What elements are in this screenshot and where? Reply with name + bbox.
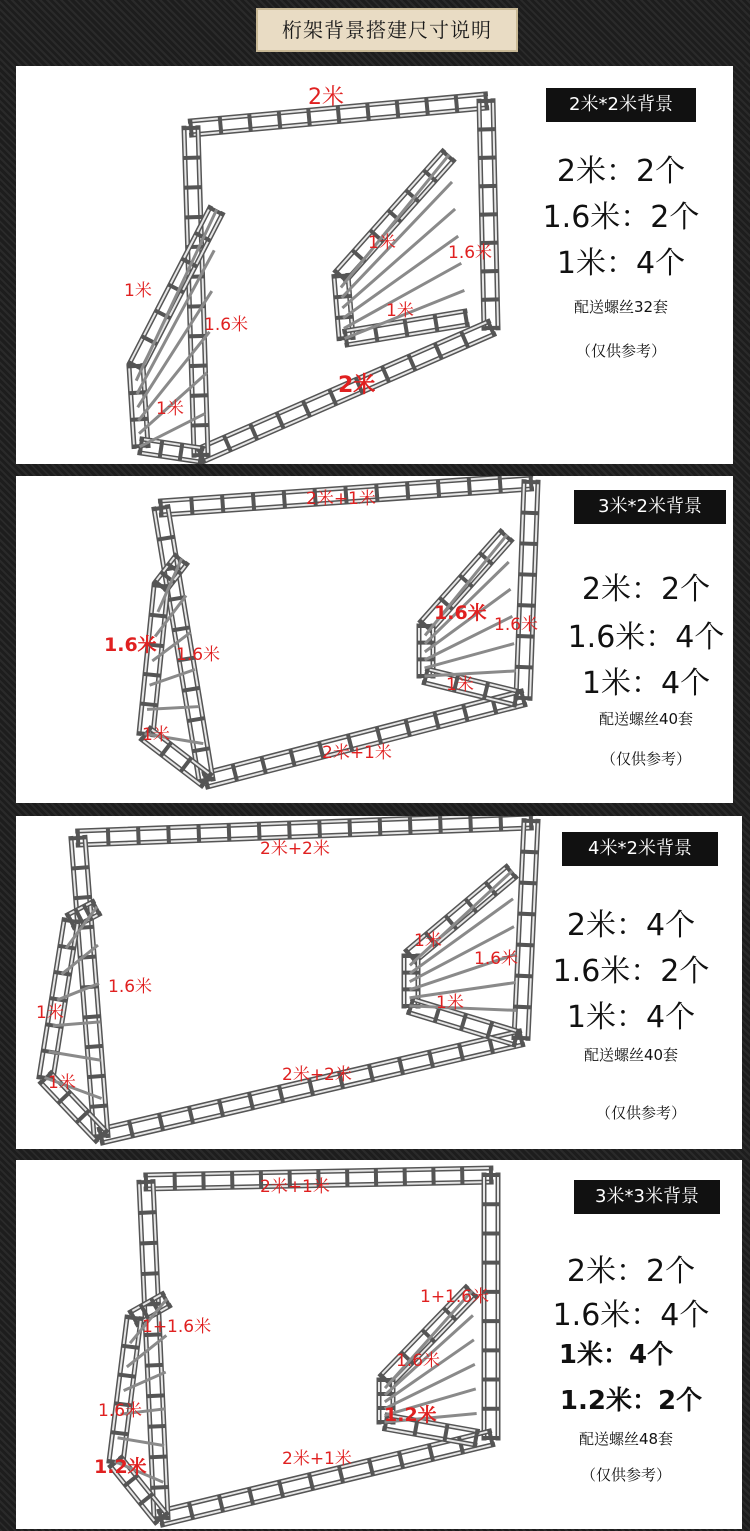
spec-line: 1米：4个 — [558, 1340, 674, 1370]
screws-note: 配送螺丝40套 — [583, 1046, 679, 1064]
frame-right-rung — [521, 883, 535, 884]
spec-line: 1.6米：2个 — [542, 200, 700, 235]
spec-line: 1.6米：2个 — [552, 954, 710, 989]
left-wing-slope-rail-highlight — [139, 585, 154, 733]
right-wing-base-rung — [375, 326, 377, 340]
frame-top-rung — [438, 482, 439, 496]
left-wing-slope-rung — [154, 585, 168, 586]
reference-note: （仅供参考） — [600, 750, 691, 768]
frame-left-rail-highlight — [198, 128, 208, 455]
spec-line: 2米：2个 — [566, 1254, 696, 1289]
frame-bottom-rung — [435, 714, 439, 728]
right-wing-base-rung — [484, 684, 487, 698]
spec-line: 1米：4个 — [581, 666, 711, 701]
frame-bottom-rung — [435, 345, 441, 358]
label-left-post: 1.6米 — [176, 645, 221, 665]
frame-bottom-rung — [277, 414, 283, 427]
frame-bottom-rung — [369, 1066, 372, 1080]
frame-bottom-rung — [429, 1052, 432, 1066]
label-left-post: 1.6米 — [204, 315, 249, 335]
frame-left-rung — [89, 1076, 103, 1077]
frame-bottom-rung — [262, 758, 266, 772]
frame-top-rung — [456, 97, 457, 111]
label-left-wing: 1.6米 — [98, 1401, 143, 1421]
reference-note: （仅供参考） — [575, 342, 666, 360]
frame-bottom-rung — [251, 425, 257, 438]
frame-top-rung — [350, 821, 351, 835]
label-bottom: 2米+1米 — [322, 743, 392, 763]
frame-left-rung — [184, 688, 198, 690]
frame-right-rung — [517, 667, 531, 668]
label-bottom: 2米+2米 — [282, 1065, 352, 1085]
frame-bottom-rung — [304, 402, 310, 415]
label-top: 2米+1米 — [306, 489, 376, 509]
frame-bottom-rung — [219, 1497, 222, 1511]
spec-line: 1.6米：4个 — [567, 620, 725, 655]
frame-top-rung — [108, 830, 109, 844]
frame-left-rung — [139, 1182, 153, 1183]
left-wing-slope-rung — [123, 1346, 137, 1348]
left-wing-base-rung — [59, 1093, 69, 1103]
frame-left-rung — [149, 1396, 163, 1397]
label-right-wing: 1.6米 — [396, 1351, 441, 1371]
frame-bottom-rung — [249, 1489, 252, 1503]
frame-top-rung — [168, 828, 169, 842]
frame-right-rung — [521, 574, 535, 575]
spec-line: 2米：2个 — [581, 572, 711, 607]
frame-left-rung — [71, 837, 85, 838]
frame-left-rung — [143, 1273, 157, 1274]
frame-top-rung — [220, 118, 221, 132]
right-wing-base-rung — [488, 1023, 492, 1036]
reference-note: （仅供参考） — [580, 1466, 671, 1484]
label-top: 2米+2米 — [260, 839, 330, 859]
spec-line: 2米：4个 — [566, 908, 696, 943]
label-left-wing: 1米 — [36, 1003, 64, 1023]
right-wing-base-rung — [461, 1015, 465, 1028]
frame-left-rung — [189, 718, 203, 720]
size-badge: 4米*2米背景 — [562, 832, 718, 866]
frame-bottom-rung — [459, 1045, 462, 1059]
label-right-wing: 1米 — [414, 931, 442, 951]
frame-bottom-rung — [462, 333, 468, 346]
frame-top-rung — [440, 817, 441, 831]
frame-bottom-rung — [521, 691, 525, 705]
screws-note: 配送螺丝32套 — [573, 298, 669, 316]
frame-left-rail-highlight — [153, 1182, 168, 1518]
frame-bottom-rung — [225, 437, 231, 450]
frame-left-rung — [147, 1365, 161, 1366]
frame-top-rung — [279, 113, 280, 127]
left-wing-base-rung — [180, 445, 182, 459]
frame-top-rung — [284, 492, 285, 506]
right-wing-brace — [342, 156, 448, 286]
frame-bottom-rung — [129, 1122, 132, 1136]
left-wing-base-rung — [200, 448, 202, 462]
page-title: 桁架背景搭建尺寸说明 — [256, 8, 518, 52]
label-right-post: 1.6米 — [448, 243, 493, 263]
frame-top-rung — [397, 102, 398, 116]
size-badge: 3米*2米背景 — [574, 490, 726, 524]
left-wing-slope-rung — [127, 1317, 141, 1319]
frame-right-rung — [518, 945, 532, 946]
frame-top-rung — [222, 497, 223, 511]
frame-right-rung — [515, 1007, 529, 1008]
frame-right-rung — [523, 513, 537, 514]
frame-right-rung — [524, 821, 538, 822]
frame-left-rung — [151, 1457, 165, 1458]
panel-3x3 — [16, 1160, 742, 1529]
left-wing-slope-rung — [142, 704, 156, 705]
frame-left-rung — [159, 537, 173, 539]
frame-top-rung — [308, 110, 309, 124]
right-wing-base-rung — [435, 316, 437, 330]
frame-top-rung — [199, 826, 200, 840]
frame-left-rung — [150, 1426, 164, 1427]
label-top: 2米+1米 — [260, 1177, 330, 1197]
label-right-base: 1.2米 — [384, 1404, 437, 1426]
frame-top-rung — [229, 825, 230, 839]
frame-bottom-rung — [489, 1431, 492, 1445]
frame-bottom-rung — [279, 1482, 282, 1496]
label-left-post: 1+1.6米 — [142, 1317, 212, 1337]
label-top: 2米 — [308, 85, 344, 110]
left-wing-base-rung — [162, 744, 171, 755]
frame-top-rung — [249, 116, 250, 130]
label-right-post: 1+1.6米 — [420, 1287, 490, 1307]
frame-bottom-rung — [429, 1446, 432, 1460]
frame-bottom-rung — [189, 1504, 192, 1518]
frame-top-rung — [500, 477, 501, 491]
label-left-base: 1米 — [142, 725, 170, 745]
left-wing-slope-rung — [113, 1432, 127, 1434]
label-right-wing: 1米 — [368, 233, 396, 253]
left-wing-slope-rung — [151, 615, 165, 616]
size-badge: 2米*2米背景 — [546, 88, 696, 122]
frame-bottom-rung — [189, 1108, 192, 1122]
left-wing-base-rung — [141, 1495, 152, 1504]
frame-bottom-rung — [219, 1101, 222, 1115]
frame-right-rung — [524, 482, 538, 483]
left-wing-base-rung — [160, 442, 162, 456]
frame-bottom-rung — [330, 391, 336, 404]
label-right-post: 1.6米 — [494, 615, 539, 635]
frame-left-rung — [92, 1106, 106, 1107]
frame-right-rung — [520, 914, 534, 915]
left-wing-slope-rung — [129, 366, 143, 367]
frame-bottom-rung — [249, 1094, 252, 1108]
screws-note: 配送螺丝48套 — [578, 1430, 674, 1448]
frame-bottom-rung — [233, 766, 237, 780]
panel-3x2 — [16, 476, 733, 803]
spec-line: 1.6米：4个 — [552, 1298, 710, 1333]
frame-bottom-rung — [399, 1059, 402, 1073]
screws-note: 配送螺丝40套 — [598, 710, 694, 728]
label-left-base: 1.2米 — [94, 1456, 147, 1478]
left-wing-slope-rung — [145, 674, 159, 675]
right-wing-base-rung — [465, 311, 467, 325]
frame-bottom-rung — [309, 1475, 312, 1489]
label-right-base: 1米 — [386, 301, 414, 321]
label-left-base: 1米 — [48, 1073, 76, 1093]
right-wing-slope-rung — [334, 275, 348, 276]
label-right-post: 1.6米 — [474, 949, 519, 969]
right-wing-base-rung — [445, 1426, 447, 1440]
frame-bottom-rung — [464, 706, 468, 720]
label-left-post: 1.6米 — [108, 977, 153, 997]
frame-left-rung — [154, 507, 168, 509]
frame-bottom-rung — [399, 1453, 402, 1467]
left-wing-slope-rung — [120, 1375, 134, 1377]
frame-bottom-rung — [159, 1115, 162, 1129]
frame-top-rung — [367, 105, 368, 119]
frame-right-rung — [519, 605, 533, 606]
right-wing-brace — [426, 644, 513, 668]
left-wing-slope-rung — [64, 920, 78, 922]
frame-bottom-rung — [406, 721, 410, 735]
label-left-wing: 1.6米 — [104, 634, 157, 656]
frame-bottom-rung — [369, 1460, 372, 1474]
right-wing-base-rung — [405, 321, 407, 335]
right-wing-base-rung — [475, 1431, 477, 1445]
size-badge: 3米*3米背景 — [574, 1180, 720, 1214]
frame-bottom-rung — [383, 368, 389, 381]
panel-4x2 — [16, 816, 742, 1149]
frame-left-rung — [76, 897, 90, 898]
label-left-base: 1米 — [156, 399, 184, 419]
label-bottom: 2米 — [338, 373, 376, 398]
frame-left-rung — [85, 1016, 99, 1017]
frame-left-rung — [73, 867, 87, 868]
frame-bottom-rung — [488, 322, 494, 335]
label-right-wing: 1.6米 — [434, 602, 487, 624]
frame-bottom-rung — [339, 1468, 342, 1482]
frame-left-rung — [194, 749, 208, 751]
frame-bottom-rung — [409, 356, 415, 369]
reference-note: （仅供参考） — [595, 1104, 686, 1122]
frame-top-rung — [407, 484, 408, 498]
frame-top-rung — [138, 829, 139, 843]
frame-top-rung — [376, 486, 377, 500]
frame-left-rung — [153, 1487, 167, 1488]
frame-left-rung — [169, 598, 183, 600]
label-right-base: 1米 — [446, 675, 474, 695]
label-bottom: 2米+1米 — [282, 1449, 352, 1469]
label-left-wing: 1米 — [124, 281, 152, 301]
left-wing-base-rail-highlight — [140, 453, 200, 462]
frame-left-rung — [142, 1243, 156, 1244]
frame-right-rung — [522, 543, 536, 544]
frame-top-rung — [426, 99, 427, 113]
frame-top-rung — [469, 479, 470, 493]
frame-left-rung — [87, 1046, 101, 1047]
left-wing-base-rung — [182, 759, 191, 770]
panel-2x2 — [16, 66, 733, 464]
frame-right-rung — [517, 976, 531, 977]
frame-bottom-rung — [279, 1087, 282, 1101]
frame-top-rung — [470, 816, 471, 830]
frame-left-rung — [174, 628, 188, 630]
spec-line: 1米：4个 — [556, 246, 686, 281]
frame-top-rung — [410, 819, 411, 833]
spec-line: 1米：4个 — [566, 1000, 696, 1035]
frame-top-rung — [191, 499, 192, 513]
left-wing-base-rung — [78, 1112, 88, 1122]
frame-right-rung — [523, 852, 537, 853]
frame-top-rung — [380, 820, 381, 834]
frame-bottom-rung — [291, 751, 295, 765]
spec-line: 1.2米：2个 — [559, 1386, 703, 1416]
frame-top-rung — [501, 816, 502, 829]
label-right-base: 1米 — [436, 993, 464, 1013]
spec-line: 2米：2个 — [556, 154, 686, 189]
frame-top-rung — [253, 495, 254, 509]
frame-right-rung — [518, 636, 532, 637]
frame-left-rung — [140, 1212, 154, 1213]
